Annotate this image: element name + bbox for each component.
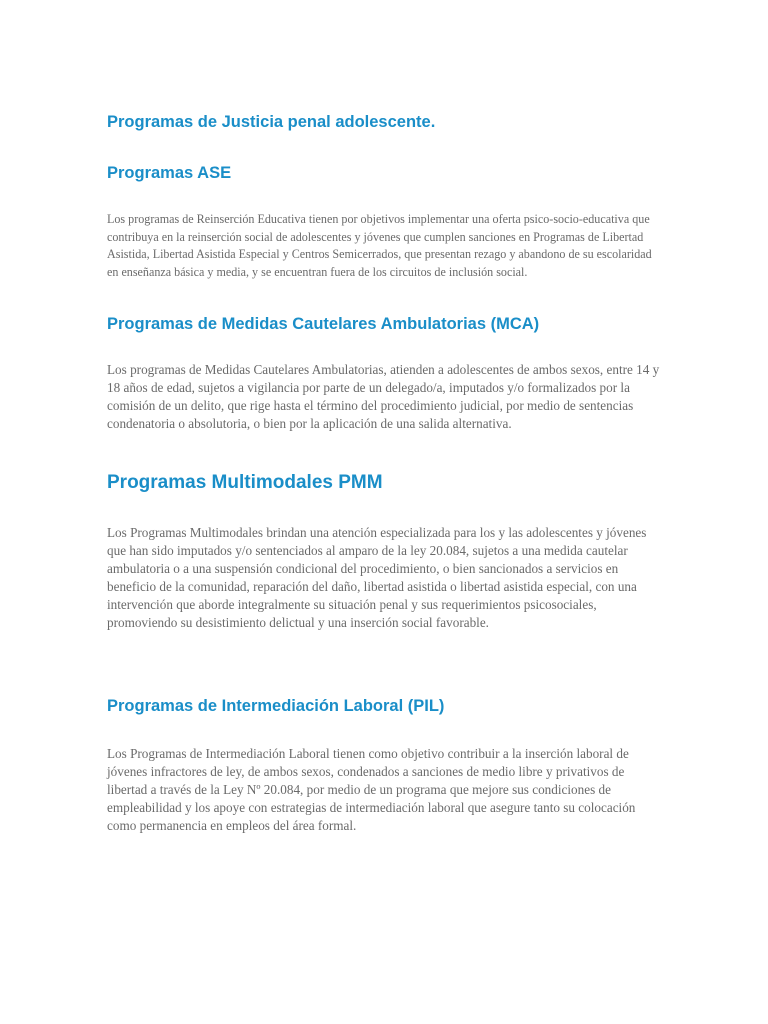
section-heading-pil: Programas de Intermediación Laboral (PIL) (107, 697, 445, 715)
section-body-pil: Los Programas de Intermediación Laboral tienen como objetivo contribuir a la inserción laboral de jóvenes infractores de ley, de ambos sexos, condenados a sanciones de medio libre y privativos de libertad a través de la Ley Nº 20.084, por medio de un programa que mejore sus condiciones de empleabilidad y los apoye con estrategias de intermediación laboral que asegure tanto su colocación como permanencia en empleos del área formal. (107, 746, 636, 833)
section-heading-mca: Programas de Medidas Cautelares Ambulatorias (MCA) (107, 315, 540, 333)
section-body-ase: Los programas de Reinserción Educativa tienen por objetivos implementar una oferta psico-socio-educativa que contribuya en la reinserción social de adolescentes y jóvenes que cumplen sanciones en Programas de Libertad Asistida, Libertad Asistida Especial y Centros Semicerrados, que presentan rezago y abandono de su escolaridad en enseñanza básica y media, y se encuentran fuera de los circuitos de inclusión social. (107, 212, 652, 279)
page-title: Programas de Justicia penal adolescente. (107, 113, 436, 131)
section-body-pmm: Los Programas Multimodales brindan una atención especializada para los y las adolescentes y jóvenes que han sido imputados y/o sentenciados al amparo de la ley 20.084, sujetos a una medida cautelar ambulatoria o a una suspensión condicional del procedimiento, o bien sancionados a servicios en beneficio de la comunidad, reparación del daño, libertad asistida o libertad asistida especial, con una intervención que aborde integralmente su situación penal y sus requerimientos psicosociales, promoviendo su desistimiento delictual y una inserción social favorable. (107, 525, 647, 630)
section-body-mca: Los programas de Medidas Cautelares Ambulatorias, atienden a adolescentes de ambos sexos, entre 14 y 18 años de edad, sujetos a vigilancia por parte de un delegado/a, imputados y/o formalizados por la comisión de un delito, que rige hasta el término del procedimiento judicial, por medio de sentencias condenatoria o absolutoria, o bien por la aplicación de una salida alternativa. (107, 362, 660, 431)
section-heading-pmm: Programas Multimodales PMM (107, 472, 383, 493)
section-heading-ase: Programas ASE (107, 164, 232, 182)
